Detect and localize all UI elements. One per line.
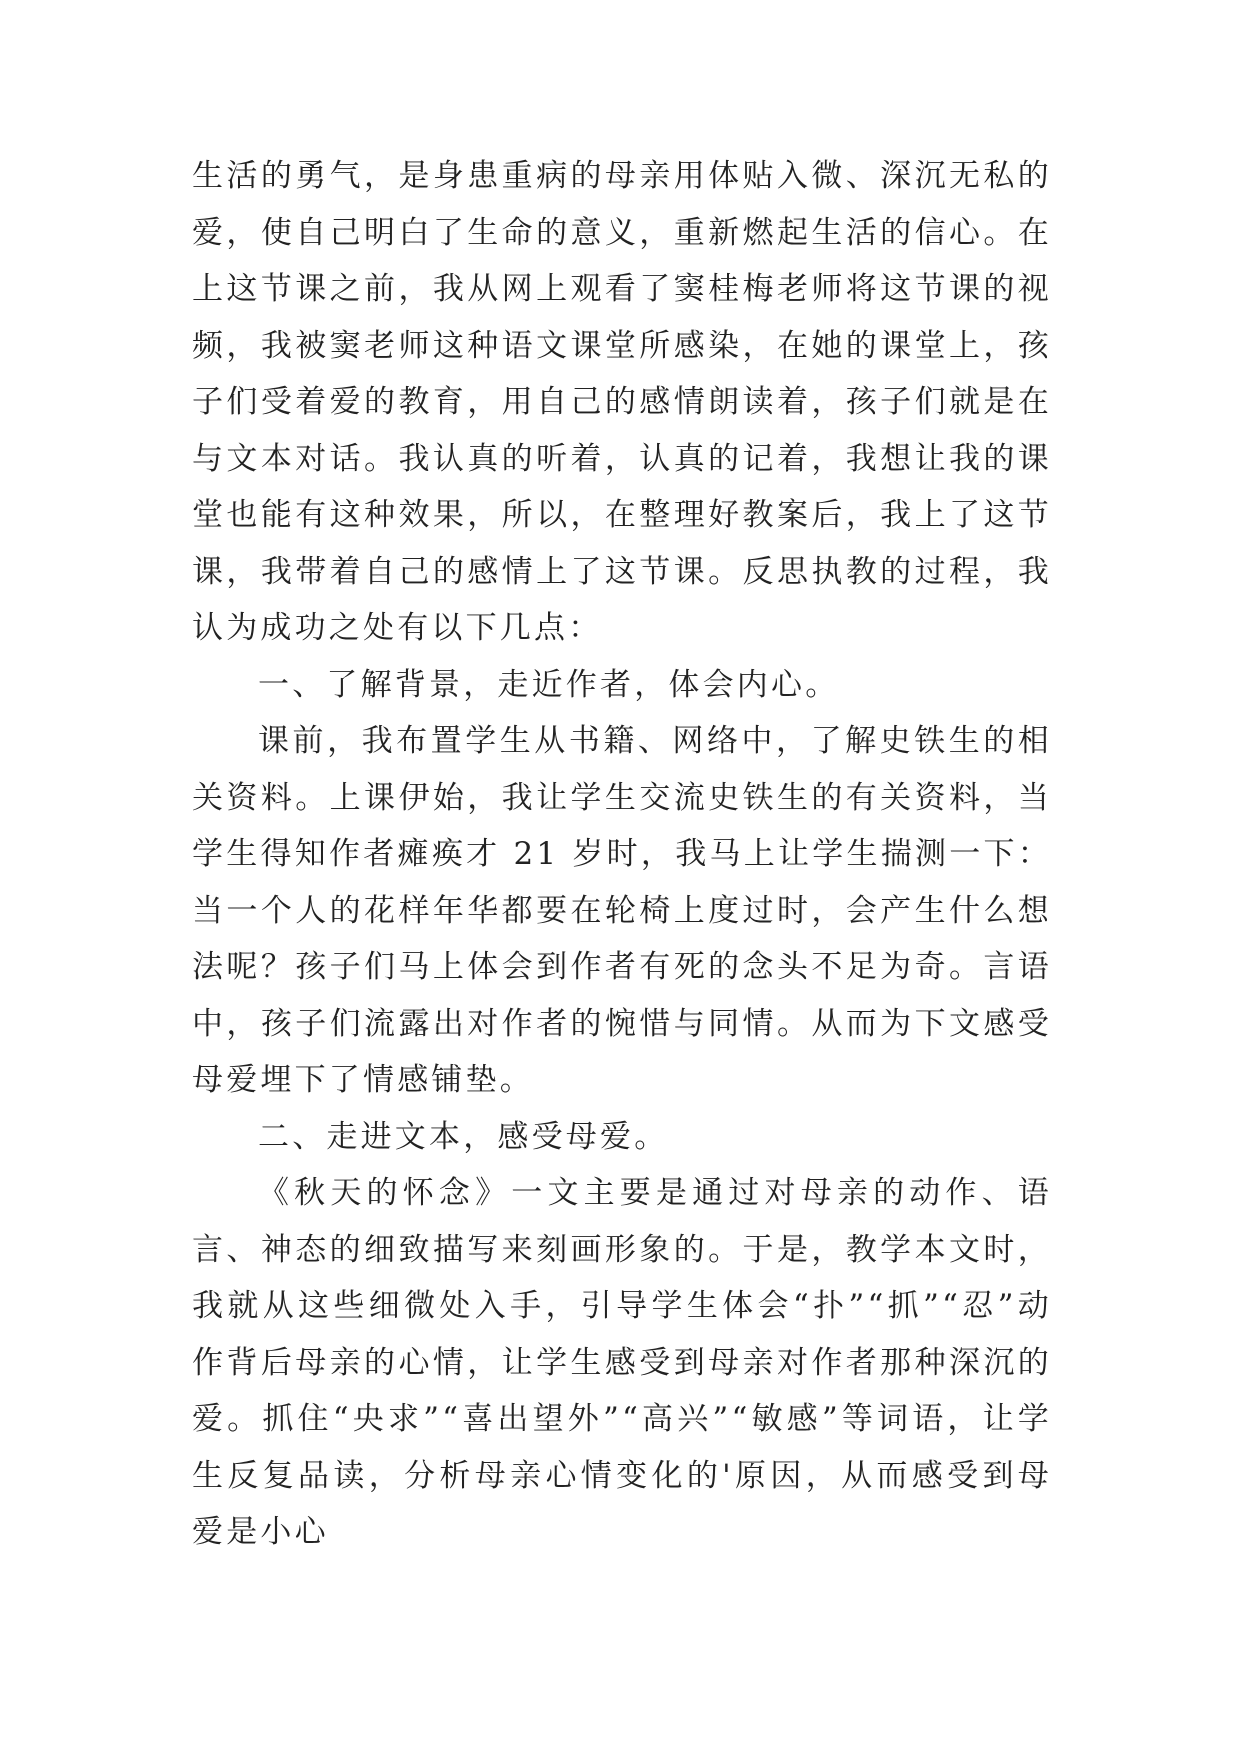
paragraph-background: 课前，我布置学生从书籍、网络中，了解史铁生的相关资料。上课伊始，我让学生交流史铁生的有关资料，当学生得知作者瘫痪才 21 岁时，我马上让学生揣测一下：当一个人的花样年华都要在轮椅上度过时，会产生什么想法呢？孩子们马上体会到作者有死的念头不足为奇。言语中，孩子们流露出对作者的惋惜与同情。从而为下文感受母爱埋下了情感铺垫。 — [192, 723, 1052, 1098]
paragraph-continuation: 生活的勇气，是身患重病的母亲用体贴入微、深沉无私的爱，使自己明白了生命的意义，重新燃起生活的信心。在上这节课之前，我从网上观看了窦桂梅老师将这节课的视频，我被窦老师这种语文课堂所感染，在她的课堂上，孩子们受着爱的教育，用自己的感情朗读着，孩子们就是在与文本对话。我认真的听着，认真的记着，我想让我的课堂也能有这种效果，所以，在整理好教案后，我上了这节课，我带着自己的感情上了这节课。反思执教的过程，我认为成功之处有以下几点： — [192, 158, 1052, 646]
document-page — [192, 148, 1052, 1561]
paragraph-text-analysis: 《秋天的怀念》一文主要是通过对母亲的动作、语言、神态的细致描写来刻画形象的。于是，教学本文时，我就从这些细微处入手，引导学生体会“扑”“抓”“忍”动作背后母亲的心情，让学生感受到母亲对作者那种深沉的爱。抓住“央求”“喜出望外”“高兴”“敏感”等词语，让学生反复品读，分析母亲心情变化的'原因，从而感受到母爱是小心 — [192, 1175, 1052, 1550]
section-heading-two: 二、走进文本，感受母爱。 — [258, 1118, 669, 1155]
section-heading-one: 一、了解背景，走近作者，体会内心。 — [258, 666, 840, 703]
